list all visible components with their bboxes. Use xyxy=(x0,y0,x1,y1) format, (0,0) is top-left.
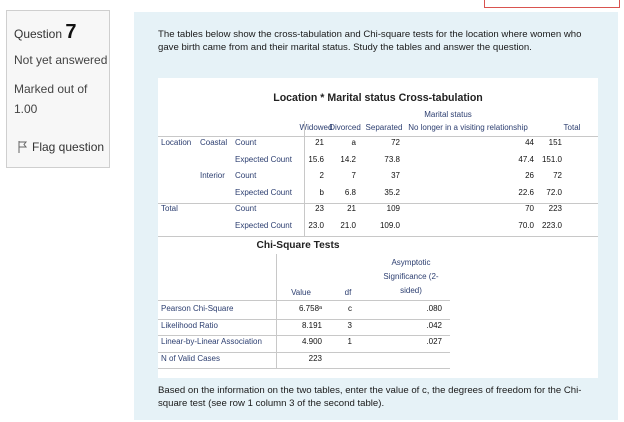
table-cell: 14.2 xyxy=(340,154,356,164)
column-header-significance: sided) xyxy=(400,286,422,295)
column-header-significance: Significance (2- xyxy=(383,272,439,281)
table-cell: 72 xyxy=(553,171,562,180)
table-cell: b xyxy=(319,187,324,197)
table-rule xyxy=(158,136,598,137)
table-cell: 23.0 xyxy=(308,220,324,230)
table-cell: 109.0 xyxy=(379,220,400,230)
column-header: Total xyxy=(563,123,581,132)
table-cell-sig: .080 xyxy=(426,304,442,313)
table-cell: 21.0 xyxy=(340,220,356,230)
marital-status-header: Marital status xyxy=(424,110,472,119)
table-cell: 15.6 xyxy=(308,154,324,164)
table-cell: 35.2 xyxy=(384,187,400,197)
table-rule xyxy=(158,236,598,237)
table-cell: 151.0 xyxy=(541,154,562,164)
answer-box-edge xyxy=(484,0,620,8)
table-rule xyxy=(158,300,450,301)
flag-question-link[interactable] xyxy=(18,140,104,154)
table-cell: 109 xyxy=(386,204,400,213)
question-instruction: Based on the information on the two tables, enter the value of c, the degrees of freedom for the Chi-square test (see row 1 column 3 of the second table). xyxy=(158,385,582,409)
row-label-subgroup: Coastal xyxy=(200,138,228,147)
column-header-df: df xyxy=(344,288,352,297)
question-number: Question 7 xyxy=(14,21,77,43)
row-label-statistic: Count xyxy=(235,204,257,213)
table-cell: 44 xyxy=(525,138,534,147)
table-cell: 22.6 xyxy=(518,187,534,197)
table-cell: 73.8 xyxy=(384,154,400,164)
table-cell-df: 1 xyxy=(347,337,352,346)
question-marks: Marked out of 1.00 xyxy=(14,82,88,116)
table-rule xyxy=(158,368,450,369)
row-label: Pearson Chi-Square xyxy=(161,304,234,313)
table-cell: 223 xyxy=(548,204,562,213)
table-cell: 72 xyxy=(391,138,400,147)
table-cell-sig: .042 xyxy=(426,320,442,330)
table-cell: 70 xyxy=(525,204,534,213)
table-cell: 23 xyxy=(315,204,324,213)
table-rule xyxy=(158,352,450,353)
flag-icon xyxy=(18,141,28,153)
row-label-statistic: Expected Count xyxy=(235,154,292,164)
table-cell: 47.4 xyxy=(518,154,534,164)
table-cell: 223.0 xyxy=(541,220,562,230)
table-cell: 7 xyxy=(351,171,356,180)
table-cell-value: 8.191 xyxy=(301,320,322,330)
table-cell: 21 xyxy=(347,204,356,213)
row-label: N of Valid Cases xyxy=(161,353,220,363)
table-cell-df: c xyxy=(348,304,352,313)
table-cell: 70.0 xyxy=(518,220,534,230)
column-header: Widowed xyxy=(299,123,333,132)
row-label-subgroup: Interior xyxy=(200,171,225,180)
table-cell-sig: .027 xyxy=(426,337,442,346)
table-cell: 21 xyxy=(315,138,324,147)
question-prompt: The tables below show the cross-tabulation and Chi-square tests for the location where women who gave birth came from and their marital status. Study the tables and answer the question. xyxy=(158,29,582,53)
spss-output-panel xyxy=(158,78,598,378)
row-label-statistic: Count xyxy=(235,138,257,147)
row-label-group: Location xyxy=(161,138,192,147)
table-cell: 26 xyxy=(525,171,534,180)
table-rule xyxy=(158,319,450,320)
row-label-statistic: Expected Count xyxy=(235,220,292,230)
crosstab-title: Location * Marital status Cross-tabulation xyxy=(273,92,483,104)
chisquare-title: Chi-Square Tests xyxy=(256,240,340,251)
flag-question-label: Flag question xyxy=(32,140,105,154)
table-cell: 2 xyxy=(319,171,324,180)
question-state: Not yet answered xyxy=(14,53,108,67)
table-cell-value: 4.900 xyxy=(301,337,322,346)
row-label: Linear-by-Linear Association xyxy=(161,337,262,346)
question-content xyxy=(134,12,618,420)
column-header: No longer in a visiting relationship xyxy=(408,123,528,132)
table-cell: 151 xyxy=(548,138,562,147)
column-header: Divorced xyxy=(329,123,361,132)
table-cell-value: 223 xyxy=(308,353,322,363)
table-cell: a xyxy=(351,138,356,147)
column-header-value: Value xyxy=(291,288,311,297)
row-label: Likelihood Ratio xyxy=(161,320,218,330)
table-cell: 37 xyxy=(391,171,400,180)
row-label-group: Total xyxy=(161,204,178,213)
table-cell-df: 3 xyxy=(347,320,352,330)
table-rule xyxy=(158,335,450,336)
table-cell: 6.8 xyxy=(344,187,356,197)
column-header: Separated xyxy=(365,123,403,132)
table-cell-value: 6.758ᵃ xyxy=(299,304,322,313)
column-header-significance: Asymptotic xyxy=(391,258,431,267)
row-label-statistic: Count xyxy=(235,171,257,180)
table-cell: 72.0 xyxy=(546,187,562,197)
row-label-statistic: Expected Count xyxy=(235,187,292,197)
